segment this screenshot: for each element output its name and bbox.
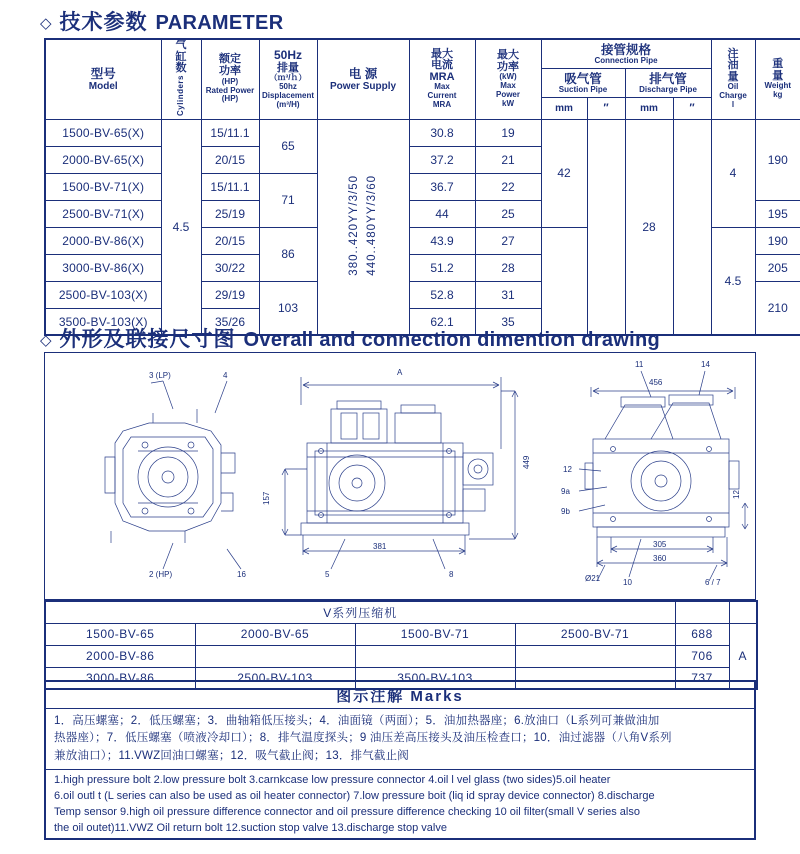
marks-box: [44, 680, 756, 840]
v-cell: 3500-BV-103: [355, 667, 515, 689]
parameter-table-body: [45, 119, 800, 335]
th-displacement: 50Hz 排量 （ｍ³/ｈ） 50hz Displacement (m³/H): [259, 39, 317, 119]
section-title-cn: 外形及联接尺寸图: [59, 328, 236, 351]
v-cell: 1500-BV-65: [45, 623, 195, 645]
cell-weight: 195: [755, 200, 800, 227]
label-10: 10: [623, 578, 632, 587]
v-cell: 3000-BV-86: [45, 667, 195, 689]
cell-suction-mm-2: [541, 227, 587, 335]
cell-rated-power: 15/11.1: [201, 173, 259, 200]
cell-max-current: 62.1: [409, 308, 475, 335]
cell-model: 3500-BV-103(X): [45, 308, 161, 335]
th-connection-pipe: 接管规格 Connection Pipe: [541, 39, 711, 69]
cell-weight: 210: [755, 281, 800, 335]
label-14: 14: [701, 360, 710, 369]
cell-weight: 190: [755, 119, 800, 200]
marks-chinese: [46, 709, 754, 767]
label-8: 8: [449, 570, 454, 579]
cell-suction-inch: [587, 119, 625, 335]
cell-displacement: 65: [259, 119, 317, 173]
label-5: 5: [325, 570, 330, 579]
section-heading-drawing: [0, 323, 660, 353]
cell-discharge-mm: 28: [625, 119, 673, 335]
cell-rated-power: 20/15: [201, 146, 259, 173]
cell-rated-power: 29/19: [201, 281, 259, 308]
v-cell: [195, 645, 355, 667]
table-row: [45, 119, 800, 146]
label-456: 456: [649, 378, 663, 387]
marks-cn-line: 兼放油口）；11.VWZ回油口螺塞；12．吸气截止阀；13．排气截止阀: [54, 749, 410, 762]
th-discharge-inch: ″: [673, 98, 711, 120]
cell-displacement: 103: [259, 281, 317, 335]
v-cell: 2000-BV-86: [45, 645, 195, 667]
label-381: 381: [373, 542, 387, 551]
cell-max-current: 43.9: [409, 227, 475, 254]
v-table-title: V系列压缩机: [45, 601, 675, 623]
v-table-side-letter: A: [729, 623, 757, 689]
label-157: 157: [262, 491, 271, 505]
v-cell: 2500-BV-71: [515, 623, 675, 645]
th-max-current: 最大 电流 MRA Max Current MRA: [409, 39, 475, 119]
diamond-icon: ◇: [40, 15, 52, 32]
label-11: 11: [635, 360, 644, 369]
label-2hp: 2 (HP): [149, 570, 173, 579]
cell-max-power: 35: [475, 308, 541, 335]
v-cell: [515, 645, 675, 667]
cell-max-power: 21: [475, 146, 541, 173]
cell-model: 2000-BV-65(X): [45, 146, 161, 173]
v-cell: 2500-BV-103: [195, 667, 355, 689]
cell-rated-power: 20/15: [201, 227, 259, 254]
cell-max-current: 51.2: [409, 254, 475, 281]
cell-model: 1500-BV-65(X): [45, 119, 161, 146]
v-table-blank: [675, 601, 729, 623]
cell-rated-power: 25/19: [201, 200, 259, 227]
parameter-table-head: [45, 39, 800, 119]
label-449: 449: [522, 455, 531, 469]
table-row: [45, 645, 757, 667]
dimension-drawing: [44, 352, 756, 600]
drawing-left-view: [105, 381, 241, 569]
parameter-table: [44, 38, 800, 336]
marks-en-line: Temp sensor 9.high oil pressure difference connector and oil pressure difference checking 10 oil filter(small V series also: [54, 805, 640, 818]
section-title-en: Overall and connection dimention drawing: [243, 329, 661, 351]
label-67: 6 / 7: [705, 578, 721, 587]
v-cell: 1500-BV-71: [355, 623, 515, 645]
cell-max-power: 19: [475, 119, 541, 146]
th-cylinders: 气 缸 数 Cylinders: [161, 39, 201, 119]
drawing-middle-view: [282, 377, 518, 569]
label-9a: 9a: [561, 487, 570, 496]
v-cell-a: 737: [675, 667, 729, 689]
cell-displacement: 71: [259, 173, 317, 227]
cell-max-power: 31: [475, 281, 541, 308]
cell-max-current: 37.2: [409, 146, 475, 173]
cell-max-power: 28: [475, 254, 541, 281]
label-4: 4: [223, 371, 228, 380]
cell-rated-power: 15/11.1: [201, 119, 259, 146]
cell-weight: 190: [755, 227, 800, 254]
th-discharge-pipe: 排气管 Discharge Pipe: [625, 69, 711, 98]
marks-en-line: 1.high pressure bolt 2.low pressure bolt 3.carnkcase low pressure connector 4.oil l vel glass (two sides)5.oil heater: [54, 773, 611, 786]
label-16: 16: [237, 570, 246, 579]
cell-max-current: 44: [409, 200, 475, 227]
cell-max-current: 30.8: [409, 119, 475, 146]
cell-max-current: 52.8: [409, 281, 475, 308]
drawing-svg: [45, 353, 755, 599]
marks-en-line: the oil outet)11.VWZ Oil return bolt 12.suction stop valve 13.discharge stop valve: [54, 821, 447, 834]
th-weight: 重 量 Weight kg: [755, 39, 800, 119]
marks-title: 图示注解 Marks: [46, 682, 754, 709]
cell-max-power: 25: [475, 200, 541, 227]
cell-model: 3000-BV-86(X): [45, 254, 161, 281]
cell-model: 2500-BV-71(X): [45, 200, 161, 227]
cell-model: 2000-BV-86(X): [45, 227, 161, 254]
label-360: 360: [653, 554, 667, 563]
th-power-supply: 电 源 Power Supply: [317, 39, 409, 119]
cell-max-power: 27: [475, 227, 541, 254]
cell-oil-charge: 4: [711, 119, 755, 227]
cell-max-power: 22: [475, 173, 541, 200]
section-title-cn: 技术参数: [59, 11, 148, 34]
th-suction-pipe: 吸气管 Suction Pipe: [541, 69, 625, 98]
v-table-title-row: [45, 601, 757, 623]
drawing-labels: [149, 360, 741, 587]
cell-discharge-inch: [673, 119, 711, 335]
th-max-power: 最大 功率 (kW) Max Power kW: [475, 39, 541, 119]
label-12b: 12: [732, 490, 741, 499]
v-cell: 2000-BV-65: [195, 623, 355, 645]
section-heading-parameter: [0, 6, 283, 36]
cell-rated-power: 35/26: [201, 308, 259, 335]
label-3lp: 3 (LP): [149, 371, 171, 380]
label-305: 305: [653, 540, 667, 549]
cell-model: 2500-BV-103(X): [45, 281, 161, 308]
th-suction-inch: ″: [587, 98, 625, 120]
v-table-blank2: [729, 601, 757, 623]
diamond-icon: ◇: [40, 332, 52, 349]
cell-suction-mm: 42: [541, 119, 587, 227]
th-rated-power: 额定 功率 (HP) Rated Power (HP): [201, 39, 259, 119]
drawing-right-view: [579, 371, 748, 581]
cell-cylinders: 4.5: [161, 119, 201, 335]
th-discharge-mm: mm: [625, 98, 673, 120]
v-series-table: [44, 600, 758, 690]
cell-displacement: 86: [259, 227, 317, 281]
cell-oil-charge: 4.5: [711, 227, 755, 335]
v-cell-a: 688: [675, 623, 729, 645]
label-A: A: [397, 368, 403, 377]
cell-rated-power: 30/22: [201, 254, 259, 281]
th-oil-charge: 注 油 量 Oil Charge l: [711, 39, 755, 119]
label-9b: 9b: [561, 507, 570, 516]
table-row: [45, 623, 757, 645]
cell-max-current: 36.7: [409, 173, 475, 200]
th-suction-mm: mm: [541, 98, 587, 120]
label-12a: 12: [563, 465, 572, 474]
marks-cn-line: 1．高压螺塞；2．低压螺塞；3．曲轴箱低压接头；4．油面镜（两面）；5．油加热器座；6.放油口（L系列可兼做油加: [54, 715, 660, 727]
marks-en-line: 6.oil outl t (L series can also be used as oil heater connector) 7.low pressure boit (liq id spray device connector) 8.discharge: [54, 789, 655, 802]
marks-cn-line: 热器座）；7．低压螺塞（喷液冷却口）；8．排气温度探头；9 油压差高压接头及油压检查口；10．油过滤器（八角V系列: [54, 732, 672, 745]
cell-power-supply: 380..420YY/3/50 440..480YY/3/60: [317, 119, 409, 335]
v-cell-a: 706: [675, 645, 729, 667]
label-d21: Ø21: [585, 574, 601, 583]
th-model: 型号 Model: [45, 39, 161, 119]
cell-weight: 205: [755, 254, 800, 281]
v-cell: [355, 645, 515, 667]
marks-english: [46, 770, 754, 840]
cell-model: 1500-BV-71(X): [45, 173, 161, 200]
section-title-en: PARAMETER: [155, 12, 284, 34]
